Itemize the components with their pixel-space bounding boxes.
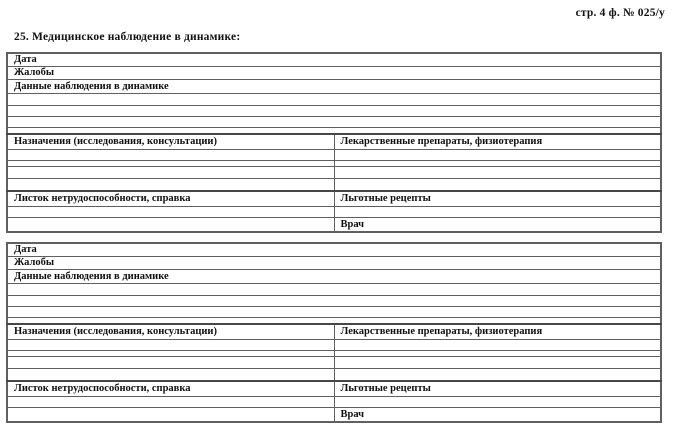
section-title: 25. Медицинское наблюдение в динамике: (14, 31, 241, 43)
empty-write-in-cell (7, 207, 334, 218)
empty-write-in-cell (334, 340, 661, 351)
observation-block-2 (6, 242, 662, 423)
empty-write-in-row (7, 284, 661, 296)
empty-write-in-cell (7, 369, 334, 382)
observation-block-1 (6, 52, 662, 233)
date-row-label: Дата (7, 53, 661, 67)
empty-write-in-cell (334, 150, 661, 161)
subsidized-prescriptions-label: Льготные рецепты (334, 381, 661, 397)
appointments-label: Назначения (исследования, консультации) (7, 324, 334, 340)
sick-leave-label: Листок нетрудоспособности, справка (7, 381, 334, 397)
empty-write-in-cell (7, 357, 334, 369)
complaints-row-label: Жалобы (7, 67, 661, 80)
empty-write-in-cell (334, 397, 661, 408)
empty-write-in-cell (7, 218, 334, 233)
empty-write-in-cell (7, 408, 334, 423)
empty-write-in-row (7, 117, 661, 128)
empty-write-in-cell (334, 207, 661, 218)
subsidized-prescriptions-label: Льготные рецепты (334, 191, 661, 207)
empty-write-in-cell (334, 167, 661, 179)
empty-write-in-cell (7, 179, 334, 192)
empty-write-in-row (7, 106, 661, 117)
doctor-label: Врач (334, 408, 661, 423)
date-row-label: Дата (7, 243, 661, 257)
empty-write-in-cell (334, 179, 661, 192)
appointments-label: Назначения (исследования, консультации) (7, 134, 334, 150)
empty-write-in-row (7, 94, 661, 106)
empty-write-in-cell (334, 369, 661, 382)
dynamics-observation-label: Данные наблюдения в динамике (7, 270, 661, 284)
empty-write-in-cell (7, 340, 334, 351)
medications-label: Лекарственные препараты, физиотерапия (334, 324, 661, 340)
medications-label: Лекарственные препараты, физиотерапия (334, 134, 661, 150)
complaints-row-label: Жалобы (7, 257, 661, 270)
empty-write-in-cell (7, 397, 334, 408)
sick-leave-label: Листок нетрудоспособности, справка (7, 191, 334, 207)
page-reference: стр. 4 ф. № 025/у (575, 7, 665, 19)
dynamics-observation-label: Данные наблюдения в динамике (7, 80, 661, 94)
empty-write-in-row (7, 296, 661, 307)
empty-write-in-row (7, 307, 661, 318)
doctor-label: Врач (334, 218, 661, 233)
empty-write-in-cell (7, 167, 334, 179)
empty-write-in-cell (334, 357, 661, 369)
empty-write-in-cell (7, 150, 334, 161)
